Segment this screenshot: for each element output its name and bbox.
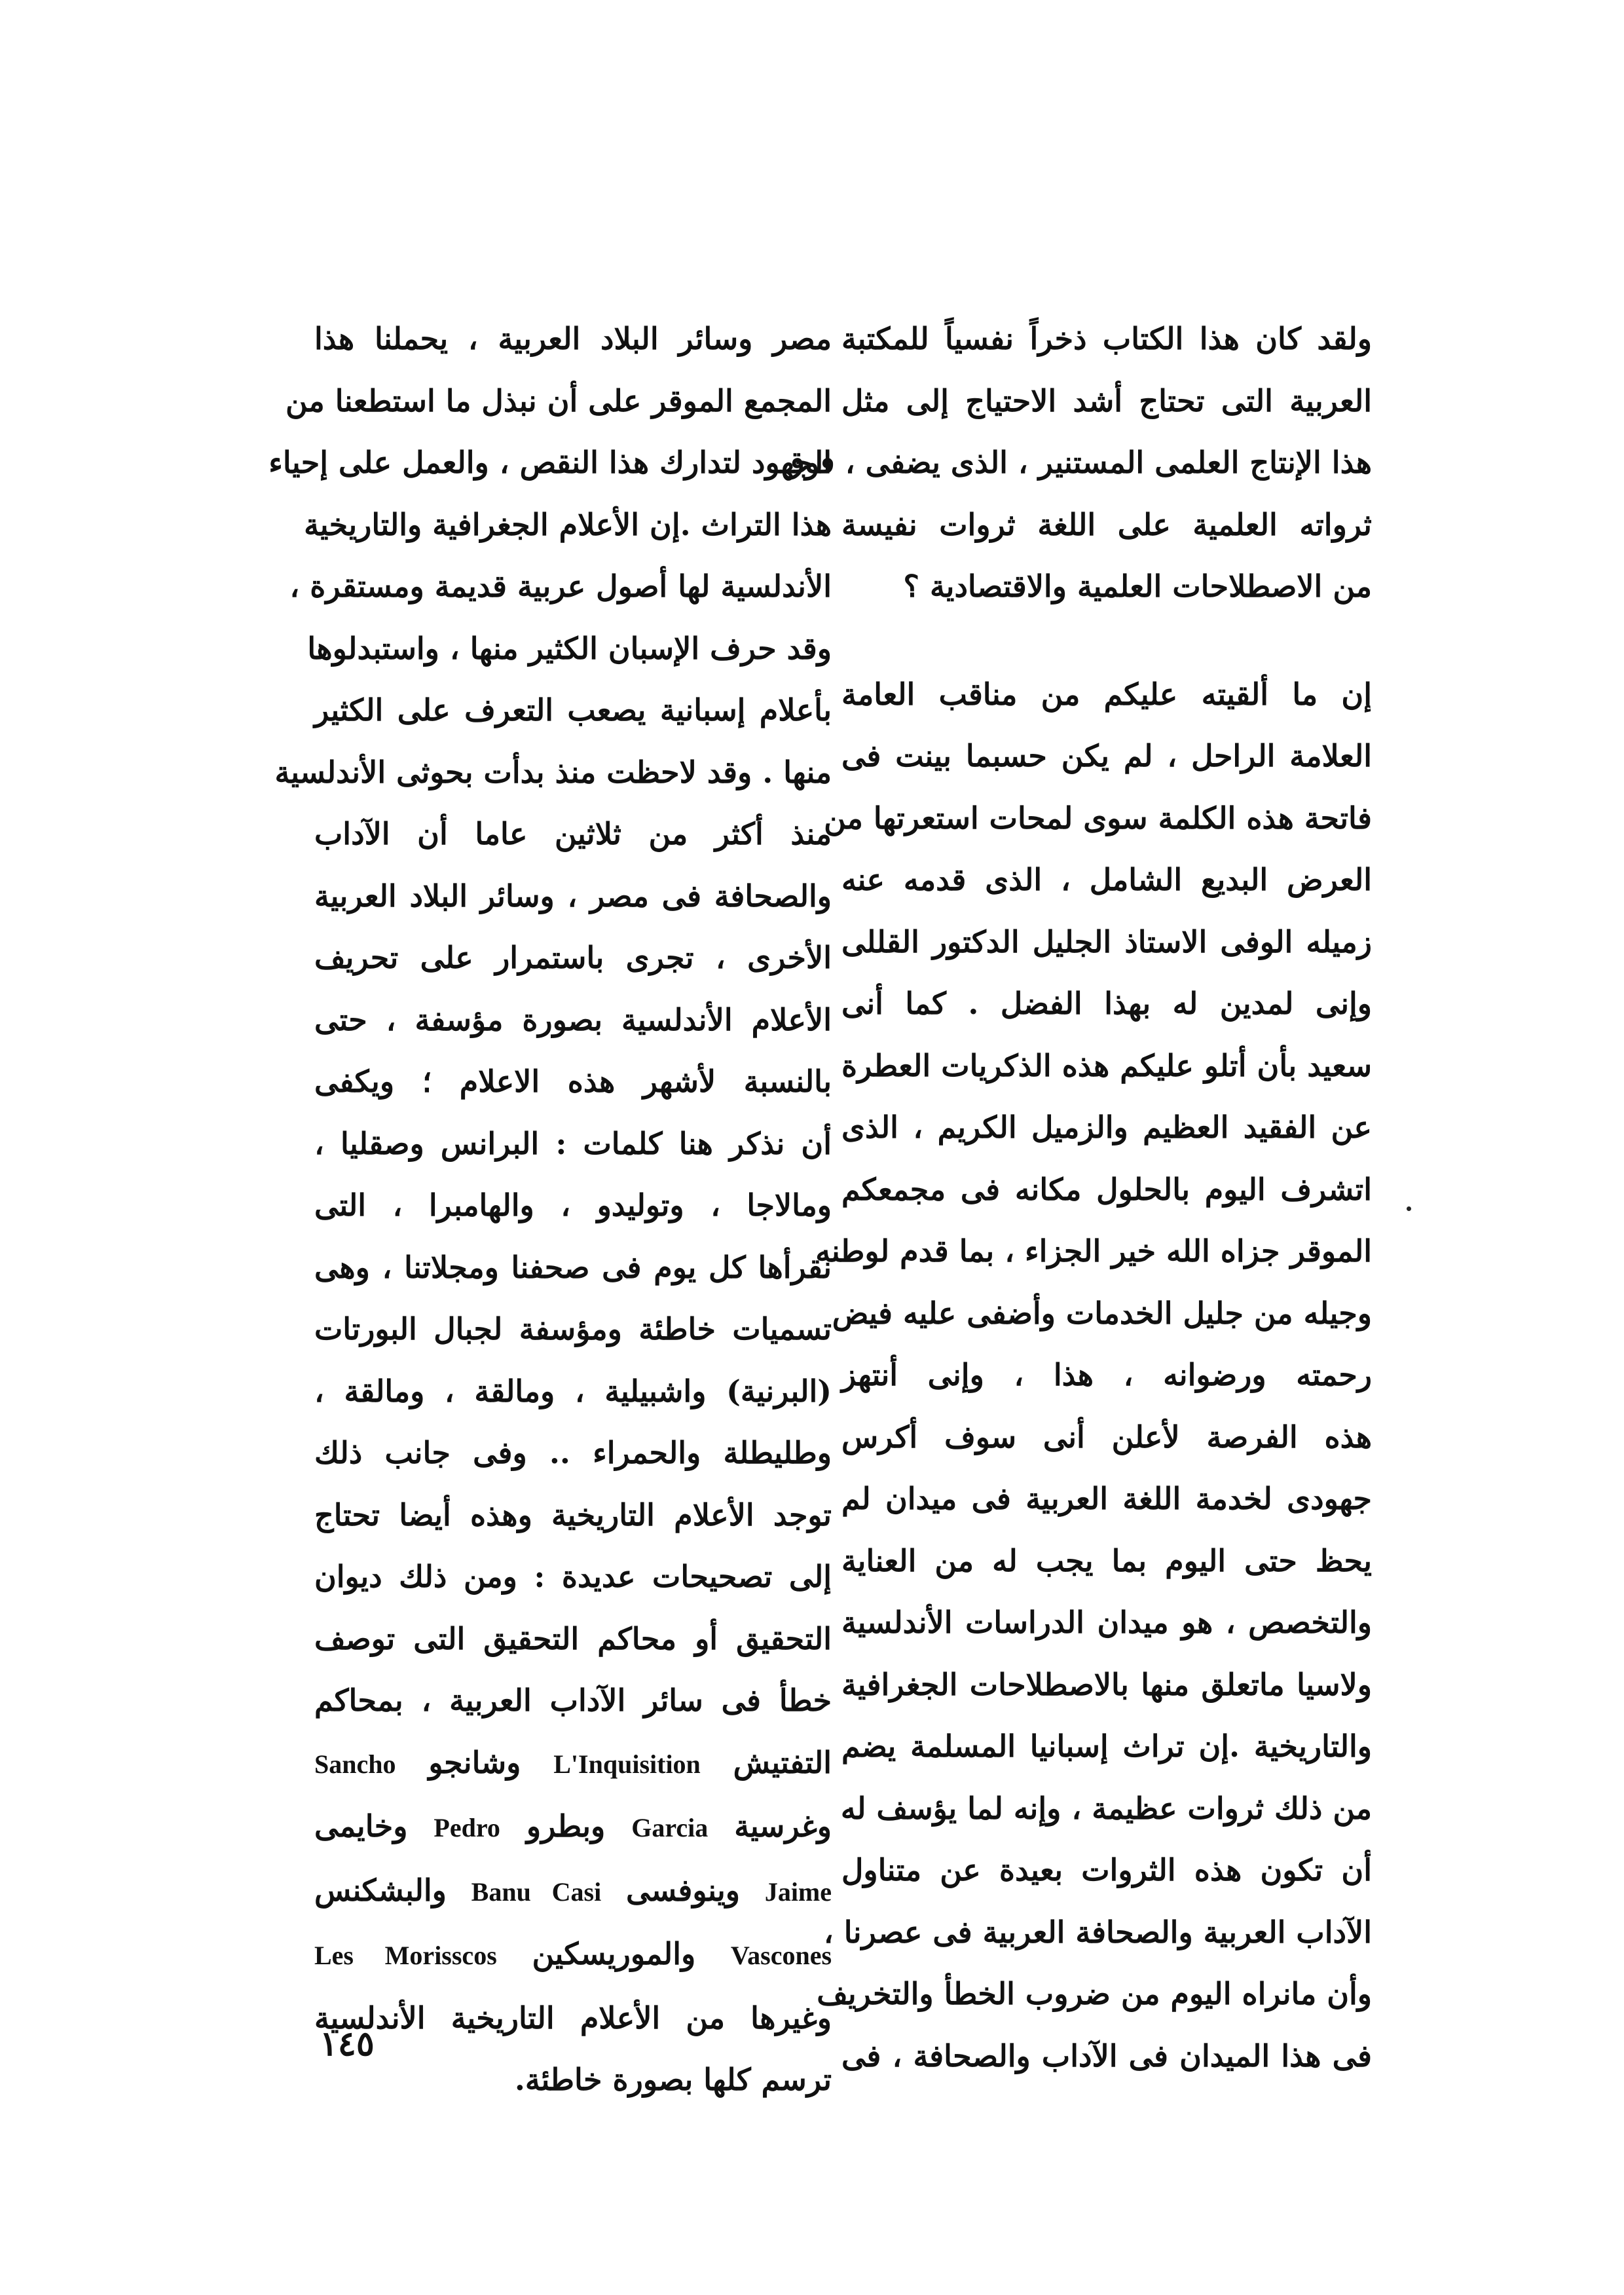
latin-term: Banu Casi [471,1876,602,1907]
text-line: بالنسبة لأشهر هذه الاعلام ؛ ويكفى [314,1064,832,1099]
text-line: ثرواته العلمية على اللغة ثروات نفيسة [841,506,1372,542]
text-line: من ذلك ثروات عظيمة ، وإنه لما يؤسف له [840,1790,1372,1826]
text-line: والتخصص ، هو ميدان الدراسات الأندلسية [841,1605,1372,1640]
text-line: وأن مانراه اليوم من ضروب الخطأ والتخريف [817,1976,1372,2011]
page-number: ١٤٥ [320,2024,375,2064]
arabic-word: والموريسكين [532,1936,696,1971]
text-line: من الاصطلاحات العلمية والاقتصادية ؟ [903,569,1372,604]
text-line: المجمع الموقر على أن نبذل ما استطعنا من [286,382,832,419]
mixed-script-line [314,1859,832,1924]
text-line: يحظ حتى اليوم بما يجب له من العناية [841,1542,1372,1578]
latin-term: Garcia [631,1813,709,1842]
text-line: زميله الوفى الاستاذ الجليل الدكتور القللى [841,924,1372,960]
text-line: الآداب العربية والصحافة العربية فى عصرنا ، [823,1914,1372,1950]
text-line: ولاسيا ماتعلق منها بالاصطلاحات الجغرافية [841,1666,1372,1702]
text-line: وطليطلة والحمراء .. وفى جانب ذلك [314,1435,832,1470]
text-line: ولقد كان هذا الكتاب ذخراً نفسياً للمكتبة [841,321,1372,356]
text-line: منذ أكثر من ثلاثين عاما أن الآداب [314,816,832,851]
text-line: إن ما ألقيته عليكم من مناقب العامة [841,676,1372,712]
text-line: ومالاجا ، وتوليدو ، والهامبرا ، التى [314,1187,832,1223]
text-line: الأخرى ، تجرى باستمرار على تحريف [314,940,832,975]
text-line: العرض البديع الشامل ، الذى قدمه عنه [841,862,1372,897]
text-line: أن نذكر هنا كلمات : البرانس وصقليا ، [314,1125,832,1161]
margin-mark [1407,1206,1411,1211]
arabic-word: التفتيش [733,1744,832,1780]
latin-term: L'Inquisition [553,1749,701,1779]
text-line: منها . وقد لاحظت منذ بدأت بحوثى الأندلسية [274,754,832,790]
mixed-script-line [314,1923,832,1987]
text-line: وقد حرف الإسبان الكثير منها ، واستبدلوها [307,630,832,666]
text-line: التحقيق أو محاكم التحقيق التى توصف [314,1620,832,1656]
text-line: والتاريخية .إن تراث إسبانيا المسلمة يضم [841,1728,1372,1764]
text-line: مصر وسائر البلاد العربية ، يحملنا هذا [314,321,832,356]
text-line: اتشرف اليوم بالحلول مكانه فى مجمعكم [841,1171,1372,1207]
text-line: هذا التراث .إن الأعلام الجغرافية والتاريخية [304,506,832,542]
text-line: توجد الأعلام التاريخية وهذه أيضا تحتاج [314,1497,832,1533]
text-line: ترسم كلها بصورة خاطئة. [514,2062,832,2097]
text-line: وإنى لمدين له بهذا الفضل . كما أنى [841,986,1372,1021]
arabic-word: والبشكنس [314,1872,447,1908]
latin-term: Jaime [764,1876,832,1907]
text-line: بأعلام إسبانية يصعب التعرف على الكثير [314,692,832,728]
paragraph-2 [815,663,1372,2087]
latin-term: Pedro [434,1813,500,1842]
mixed-script-line [314,1795,832,1859]
text-line: الأندلسية لها أصول عربية قديمة ومستقرة ، [289,569,832,604]
arabic-word: وغرسية [734,1808,832,1844]
text-line: العربية التى تحتاج أشد الاحتياج إلى مثل [841,382,1372,419]
text-line: والصحافة فى مصر ، وسائر البلاد العربية [314,878,832,914]
text-line: الأعلام الأندلسية بصورة مؤسفة ، حتى [314,1001,832,1037]
text-line: سعيد بأن أتلو عليكم هذه الذكريات العطرة [841,1047,1372,1083]
arabic-word: وبطرو [526,1808,606,1844]
text-line: وغيرها من الأعلام التاريخية الأندلسية [314,2000,832,2036]
left-text-column [268,308,832,2111]
paragraph-1 [781,308,1372,618]
text-line: فاتحة هذه الكلمة سوى لمحات استعرتها من [824,800,1372,836]
mixed-script-line [314,1732,832,1796]
arabic-word: وخايمى [314,1808,408,1844]
latin-term: Sancho [314,1749,396,1779]
text-line: فى هذا الميدان فى الآداب والصحافة ، فى [841,2038,1372,2074]
arabic-word: وينوفسى [625,1872,741,1908]
text-line: هذه الفرصة لأعلن أنى سوف أكرس [841,1419,1372,1455]
text-line: أن تكون هذه الثروات بعيدة عن متناول [841,1852,1372,1888]
text-line: الجهود لتدارك هذا النقص ، والعمل على إحياء [268,445,832,480]
latin-term: Vascones [730,1941,832,1970]
text-line: نقرأها كل يوم فى صحفنا ومجلاتنا ، وهى [314,1249,832,1285]
text-line: رحمته ورضوانه ، هذا ، وإنى أنتهز [841,1357,1372,1392]
text-line: العلامة الراحل ، لم يكن حسبما بينت فى [841,738,1372,774]
arabic-word: وشانجو [428,1744,521,1780]
text-line: خطأ فى سائر الآداب العربية ، بمحاكم [314,1683,832,1718]
text-line: جهودى لخدمة اللغة العربية فى ميدان لم [841,1481,1372,1516]
text-line: الموقر جزاه الله خير الجزاء ، بما قدم لوطنه [815,1233,1372,1269]
text-line: إلى تصحيحات عديدة : ومن ذلك ديوان [314,1559,832,1594]
text-line: (البرنية) واشبيلية ، ومالقة ، ومالقة ، [314,1373,832,1409]
text-line: عن الفقيد العظيم والزميل الكريم ، الذى [841,1110,1372,1145]
text-line: تسميات خاطئة ومؤسفة لجبال البورتات [314,1311,832,1347]
text-line: هذا الإنتاج العلمى المستنير ، الذى يضفى ، فوق [781,445,1372,480]
text-line: وجيله من جليل الخدمات وأضفى عليه فيض [832,1295,1372,1331]
latin-term: Les Morisscos [314,1941,497,1970]
